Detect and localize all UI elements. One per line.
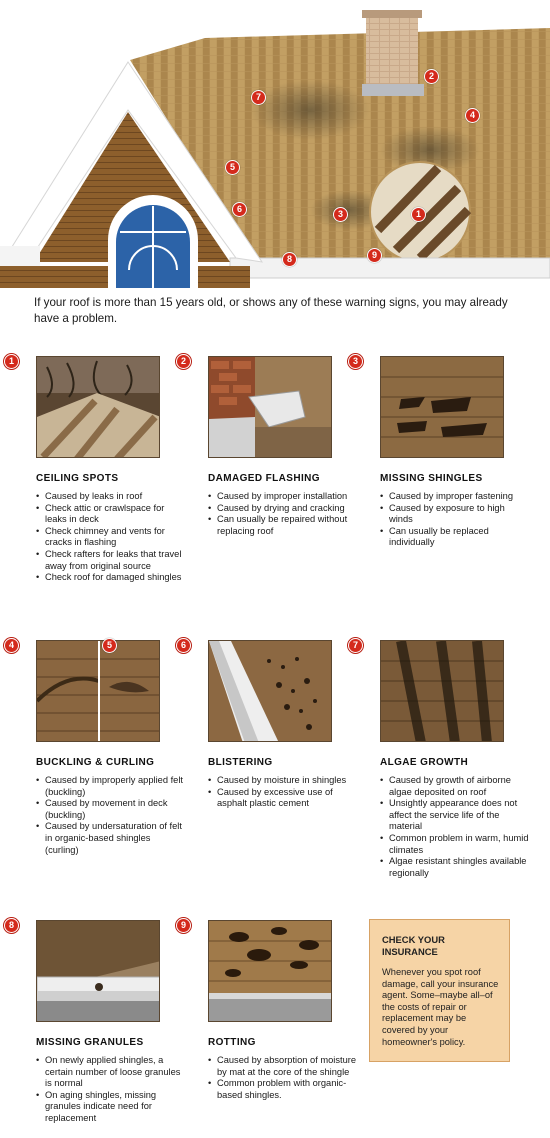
roof-illustration	[0, 0, 550, 288]
list-item: • Check rafters for leaks that travel away from original source	[36, 549, 186, 572]
problem-title: MISSING GRANULES	[36, 1037, 144, 1048]
inset-marker-5: 5	[102, 638, 117, 653]
list-item: • Caused by exposure to high winds	[380, 503, 530, 526]
buckling-curling-image	[36, 640, 160, 742]
problem-number-badge: 4	[4, 638, 19, 653]
list-item: • Can usually be replaced individually	[380, 526, 530, 549]
missing-granules-image	[36, 920, 160, 1022]
list-item: • Caused by improperly applied felt (buckling)	[36, 775, 186, 798]
chimney	[366, 14, 418, 94]
hero-marker-4: 4	[465, 108, 480, 123]
hero-marker-1: 1	[411, 207, 426, 222]
problem-title: BUCKLING & CURLING	[36, 757, 155, 768]
problem-number-badge: 8	[4, 918, 19, 933]
intro-text: If your roof is more than 15 years old, or shows any of these warning signs, you may already have a problem.	[34, 296, 508, 325]
problem-bullets	[208, 491, 358, 537]
problem-number-badge: 3	[348, 354, 363, 369]
list-item: • Can usually be repaired without replacing roof	[208, 514, 358, 537]
problem-bullets	[380, 775, 530, 879]
problem-bullets	[208, 775, 358, 810]
list-item: • Check attic or crawlspace for leaks in deck	[36, 503, 186, 526]
hero-marker-7: 7	[251, 90, 266, 105]
problem-bullets	[36, 775, 186, 856]
problem-bullets	[36, 1055, 186, 1125]
hero-marker-2: 2	[424, 69, 439, 84]
algae-growth-image	[380, 640, 504, 742]
damaged-flashing-image	[208, 356, 332, 458]
list-item: • Caused by improper installation	[208, 491, 358, 503]
hero-marker-3: 3	[333, 207, 348, 222]
list-item: • Unsightly appearance does not affect the service life of the material	[380, 798, 530, 833]
problem-title: CEILING SPOTS	[36, 473, 119, 484]
insurance-title: CHECK YOUR INSURANCE	[382, 934, 445, 957]
problem-bullets	[380, 491, 530, 549]
problem-number-badge: 7	[348, 638, 363, 653]
list-item: • Caused by excessive use of asphalt plastic cement	[208, 787, 358, 810]
rotting-image	[208, 920, 332, 1022]
list-item: • Caused by improper fastening	[380, 491, 530, 503]
list-item: • Caused by growth of airborne algae deposited on roof	[380, 775, 530, 798]
missing-shingles-image	[380, 356, 504, 458]
list-item: • On aging shingles, missing granules indicate need for replacement	[36, 1090, 186, 1125]
problem-title: BLISTERING	[208, 757, 273, 768]
hero-marker-8: 8	[282, 252, 297, 267]
list-item: • Caused by moisture in shingles	[208, 775, 358, 787]
list-item: • Check chimney and vents for cracks in flashing	[36, 526, 186, 549]
list-item: • Algae resistant shingles available regionally	[380, 856, 530, 879]
insurance-body: Whenever you spot roof damage, call your insurance agent. Some–maybe all–of the costs of repair or replacement may be covered by your homeowner's policy.	[382, 967, 499, 1047]
problem-number-badge: 6	[176, 638, 191, 653]
list-item: • Common problem in warm, humid climates	[380, 833, 530, 856]
list-item: • Caused by absorption of moisture by mat at the core of the shingle	[208, 1055, 358, 1078]
hero-marker-6: 6	[232, 202, 247, 217]
problem-number-badge: 9	[176, 918, 191, 933]
problem-number-badge: 2	[176, 354, 191, 369]
problem-number-badge: 1	[4, 354, 19, 369]
list-item: • Check roof for damaged shingles	[36, 572, 186, 584]
insurance-callout	[369, 919, 510, 1062]
list-item: • Caused by leaks in roof	[36, 491, 186, 503]
list-item: • Caused by undersaturation of felt in organic-based shingles (curling)	[36, 821, 186, 856]
list-item: • Caused by movement in deck (buckling)	[36, 798, 186, 821]
list-item: • Caused by drying and cracking	[208, 503, 358, 515]
problem-bullets	[36, 491, 186, 584]
problem-title: ALGAE GROWTH	[380, 757, 469, 768]
ceiling-spots-image	[36, 356, 160, 458]
list-item: • Common problem with organic-based shingles.	[208, 1078, 358, 1101]
problem-title: MISSING SHINGLES	[380, 473, 483, 484]
hero-marker-5: 5	[225, 160, 240, 175]
list-item: • On newly applied shingles, a certain number of loose granules is normal	[36, 1055, 186, 1090]
blistering-image	[208, 640, 332, 742]
problem-bullets	[208, 1055, 358, 1101]
problem-title: DAMAGED FLASHING	[208, 473, 320, 484]
problem-title: ROTTING	[208, 1037, 256, 1048]
hero-marker-9: 9	[367, 248, 382, 263]
house-drawing	[0, 0, 550, 288]
